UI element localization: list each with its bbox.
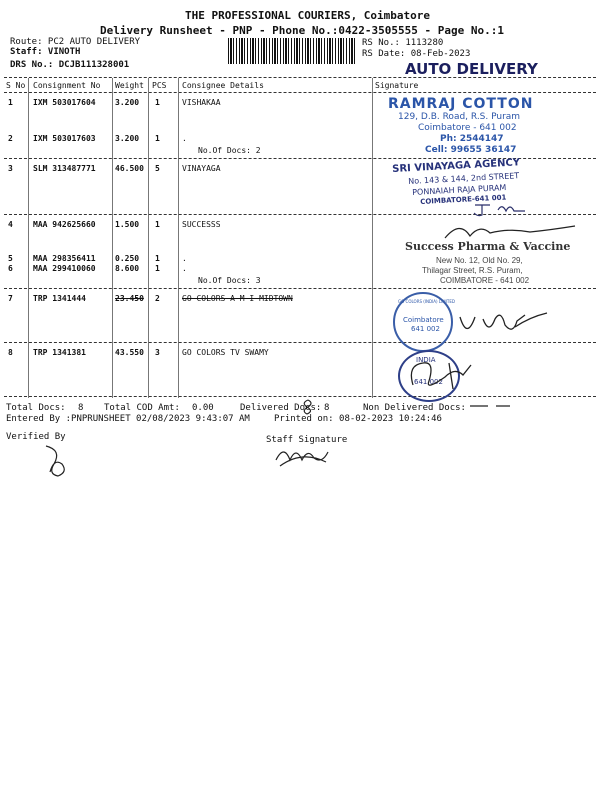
row-consignment: SLM 313487771 (33, 164, 96, 173)
col-weight: Weight (115, 81, 144, 90)
vinayaga-stamp-title: SRI VINAYAGA AGENCY (392, 157, 521, 175)
row-consignee: VISHAKAA (182, 98, 221, 107)
col-sno: S No (6, 81, 26, 90)
success-stamp-line: Thilagar Street, R.S. Puram, (422, 266, 523, 275)
row-consignment: IXM 503017603 (33, 134, 96, 143)
non-delivered-docs-label: Non Delivered Docs: (363, 403, 466, 413)
dash-mark (468, 400, 513, 410)
row-consignee: . (182, 254, 187, 263)
col-pcs: PCS (152, 81, 167, 90)
row-sno: 1 (8, 98, 13, 107)
success-stamp-line: COIMBATORE - 641 002 (440, 276, 530, 285)
row-pcs: 5 (155, 164, 160, 173)
row-weight: 23.450 (115, 294, 144, 303)
staff-signature-label: Staff Signature (266, 435, 348, 445)
row-sno: 6 (8, 264, 13, 273)
company-title: THE PROFESSIONAL COURIERS, Coimbatore (185, 9, 431, 22)
row-pcs: 1 (155, 98, 160, 107)
ramraj-stamp-title: RAMRAJ COTTON (388, 96, 534, 112)
col-signature: Signature (375, 81, 419, 90)
row-weight: 46.500 (115, 164, 144, 173)
delivered-docs-value: 8 (324, 403, 330, 413)
handwritten-signature (470, 195, 530, 220)
vinayaga-stamp-line: No. 143 & 144, 2nd STREET (408, 171, 520, 186)
vinayaga-stamp-line: COIMBATORE-641 001 (420, 193, 507, 206)
column-rule (372, 78, 373, 398)
docs-count: No.Of Docs: 3 (198, 276, 261, 285)
drs-number: DRS No.: DCJB111328001 (10, 60, 130, 70)
row-consignee: VINAYAGA (182, 164, 221, 173)
route-label: Route: PC2 AUTO DELIVERY (10, 37, 141, 47)
row-weight: 0.250 (115, 254, 140, 263)
column-rule (148, 78, 149, 398)
row-consignment: MAA 942625660 (33, 220, 96, 229)
handwritten-signature (40, 442, 75, 482)
round-stamp-text: 641 002 (414, 378, 443, 386)
row-pcs: 1 (155, 134, 160, 143)
printed-on: Printed on: 08-02-2023 10:24:46 (274, 414, 442, 424)
success-stamp-line: New No. 12, Old No. 29, (436, 256, 523, 265)
round-stamp-text: 641 002 (411, 325, 440, 333)
row-consignment: IXM 503017604 (33, 98, 96, 107)
ramraj-stamp-line: 129, D.B. Road, R.S. Puram (398, 112, 521, 122)
barcode (228, 38, 356, 64)
auto-delivery-stamp: AUTO DELIVERY (405, 60, 538, 78)
row-weight: 3.200 (115, 134, 140, 143)
ramraj-stamp-line: Cell: 99655 36147 (425, 145, 517, 155)
staff-label: Staff: VINOTH (10, 47, 81, 57)
row-sno: 8 (8, 348, 13, 357)
ramraj-stamp-line: Ph: 2544147 (440, 134, 504, 144)
row-pcs: 1 (155, 220, 160, 229)
row-sno: 2 (8, 134, 13, 143)
row-pcs: 1 (155, 264, 160, 273)
divider (4, 77, 596, 78)
row-consignee: . (182, 264, 187, 273)
row-consignment: TRP 1341444 (33, 294, 86, 303)
row-consignment: TRP 1341381 (33, 348, 86, 357)
row-weight: 1.500 (115, 220, 140, 229)
runsheet-subtitle: Delivery Runsheet - PNP - Phone No.:0422-3505555 - Page No.:1 (100, 24, 504, 37)
row-consignee: GO COLORS A M I MIDTOWN (182, 294, 293, 303)
row-consignment: MAA 298356411 (33, 254, 96, 263)
round-stamp-text: INDIA (416, 356, 436, 364)
total-cod-label: Total COD Amt: (104, 403, 180, 413)
row-weight: 3.200 (115, 98, 140, 107)
col-consignee: Consignee Details (182, 81, 264, 90)
row-sno: 4 (8, 220, 13, 229)
docs-count: No.Of Docs: 2 (198, 146, 261, 155)
handwritten-signature (440, 218, 580, 250)
row-sno: 3 (8, 164, 13, 173)
total-docs-label: Total Docs: (6, 403, 66, 413)
vinayaga-stamp-line: PONNAIAH RAJA PURAM (412, 183, 507, 197)
row-pcs: 1 (155, 254, 160, 263)
rs-number: RS No.: 1113280 (362, 38, 444, 48)
entered-by: Entered By :PNPRUNSHEET 02/08/2023 9:43:07 AM (6, 414, 250, 424)
round-stamp (393, 292, 453, 352)
delivered-docs-label: Delivered Docs: (240, 403, 322, 413)
divider (4, 92, 596, 93)
row-weight: 8.600 (115, 264, 140, 273)
row-weight: 43.550 (115, 348, 144, 357)
round-stamp-text: GO COLORS (INDIA) LIMITED (398, 299, 455, 304)
row-consignee: SUCCESSS (182, 220, 221, 229)
row-consignee: . (182, 134, 187, 143)
total-cod-value: 0.00 (192, 403, 214, 413)
success-stamp-title: Success Pharma & Vaccine (405, 240, 571, 253)
ramraj-stamp-line: Coimbatore - 641 002 (418, 123, 517, 133)
row-sno: 7 (8, 294, 13, 303)
row-sno: 5 (8, 254, 13, 263)
row-pcs: 3 (155, 348, 160, 357)
handwritten-signature (455, 305, 550, 343)
divider (4, 396, 596, 397)
column-rule (178, 78, 179, 398)
round-stamp-text: Coimbatore (403, 316, 444, 324)
row-consignee: GO COLORS TV SWAMY (182, 348, 269, 357)
row-pcs: 2 (155, 294, 160, 303)
handwritten-signature (405, 355, 475, 397)
divider (4, 288, 596, 289)
column-rule (112, 78, 113, 398)
rs-date: RS Date: 08-Feb-2023 (362, 49, 471, 59)
row-consignment: MAA 299410060 (33, 264, 96, 273)
column-rule (28, 78, 29, 398)
total-docs-value: 8 (78, 403, 84, 413)
col-consignment: Consignment No (33, 81, 101, 90)
verified-by-label: Verified By (6, 432, 66, 442)
